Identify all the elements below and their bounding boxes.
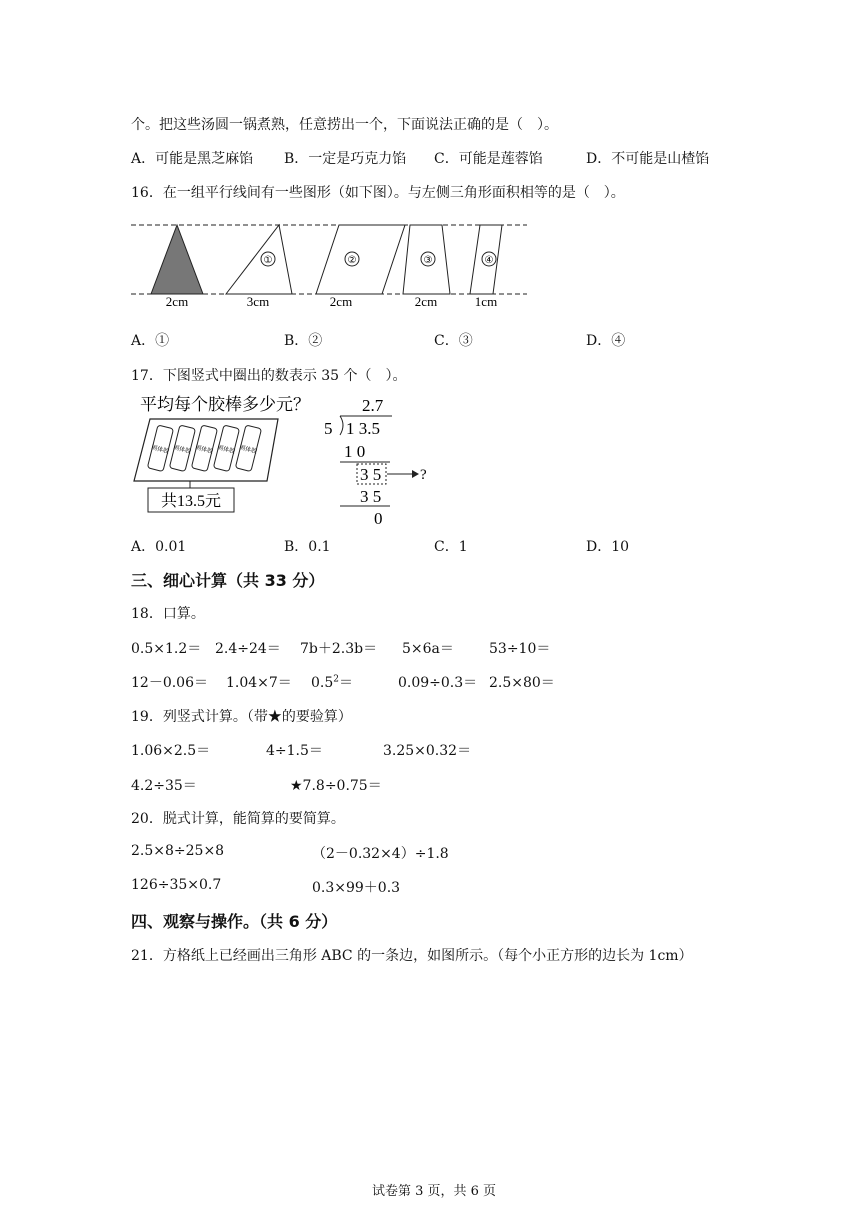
step2: 3 5 — [360, 487, 382, 506]
q15-option-c[interactable]: C．可能是莲蓉馅 — [434, 151, 543, 167]
q16-option-c[interactable]: C．③ — [434, 333, 473, 349]
svg-text:固体胶: 固体胶 — [194, 445, 214, 456]
step1: 1 0 — [344, 442, 366, 461]
price-tag-text: 共13.5元 — [160, 493, 222, 510]
q20-item: 126÷35×0.7 — [131, 877, 222, 893]
q19-item: 4÷1.5＝ — [266, 743, 323, 759]
q18-item: 2.5×80＝ — [489, 675, 555, 691]
q18-item: 0.5×1.2＝ — [131, 641, 202, 657]
long-division — [324, 396, 427, 528]
q20-item: 2.5×8÷25×8 — [131, 843, 225, 859]
q16-option-d[interactable]: D．④ — [586, 333, 626, 349]
q15-option-a[interactable]: A．可能是黑芝麻馅 — [131, 151, 254, 167]
q17-figure — [0, 385, 868, 530]
q20-item: （2－0.32×4）÷1.8 — [312, 846, 449, 862]
q18-stem: 18．口算。 — [131, 606, 205, 622]
q18-item: 53÷10＝ — [489, 641, 551, 657]
shape-label-1: ① — [263, 255, 273, 266]
q19-item: 3.25×0.32＝ — [383, 743, 472, 759]
q20-item: 0.3×99＋0.3 — [312, 880, 401, 896]
q18-item: 1.04×7＝ — [226, 675, 292, 691]
remainder: 0 — [374, 509, 383, 528]
q21-stem: 21．方格纸上已经画出三角形 ABC 的一条边，如图所示。（每个小正方形的边长为 1cm） — [131, 948, 693, 964]
shape-label-2: ② — [347, 255, 357, 266]
q19-stem: 19．列竖式计算。（带★的要验算） — [131, 709, 352, 725]
q18-base: 0.5 — [311, 675, 334, 691]
divisor: 5 — [324, 419, 333, 438]
q16-option-b[interactable]: B．② — [284, 333, 323, 349]
q17-option-b[interactable]: B．0.1 — [284, 539, 331, 555]
q18-item: 2.4÷24＝ — [215, 641, 281, 657]
circled-number: 3 5 — [360, 465, 382, 484]
quotient: 2.7 — [362, 396, 384, 415]
q19-item: 1.06×2.5＝ — [131, 743, 211, 759]
q18-item-square — [311, 672, 353, 692]
q18-item: 12－0.06＝ — [131, 675, 208, 691]
q15-option-d[interactable]: D．不可能是山楂馅 — [586, 151, 710, 167]
dividend: 1 3.5 — [346, 419, 380, 438]
svg-text:固体胶: 固体胶 — [150, 445, 170, 456]
svg-text:固体胶: 固体胶 — [238, 445, 258, 456]
page-footer: 试卷第 3 页，共 6 页 — [371, 1184, 497, 1199]
picture-question: 平均每个胶棒多少元？ — [140, 395, 310, 414]
section-4-title: 四、观察与操作。（共 6 分） — [131, 912, 338, 931]
q16-option-a[interactable]: A．① — [131, 333, 170, 349]
glue-sticks — [146, 425, 263, 472]
parallelogram-2 — [316, 225, 405, 294]
q18-item: 0.09÷0.3＝ — [398, 675, 478, 691]
shape-label-4: ④ — [484, 255, 494, 266]
q18-exponent: 2 — [333, 674, 339, 685]
q18-item: 5×6a＝ — [402, 641, 454, 657]
svg-text:固体胶: 固体胶 — [216, 445, 236, 456]
section-3-title: 三、细心计算（共 33 分） — [131, 571, 325, 590]
q19-item: ★7.8÷0.75＝ — [290, 778, 382, 794]
q18-equals: ＝ — [339, 675, 353, 691]
shaded-triangle — [151, 225, 203, 294]
q17-option-c[interactable]: C．1 — [434, 539, 468, 555]
base-label-1: 3cm — [246, 294, 270, 309]
arrow-label: ? — [420, 467, 427, 483]
svg-text:固体胶: 固体胶 — [172, 445, 192, 456]
q19-item: 4.2÷35＝ — [131, 778, 197, 794]
base-label-triangle: 2cm — [165, 294, 189, 309]
q16-figure — [0, 215, 868, 310]
q18-item: 7b＋2.3b＝ — [300, 641, 378, 657]
base-label-4: 1cm — [474, 294, 498, 309]
base-label-3: 2cm — [414, 294, 438, 309]
q17-option-d[interactable]: D．10 — [586, 539, 630, 555]
q20-stem: 20．脱式计算，能简算的要简算。 — [131, 811, 345, 827]
shape-label-3: ③ — [423, 255, 433, 266]
q15-stem-tail: 个。把这些汤圆一锅煮熟，任意捞出一个，下面说法正确的是（ ）。 — [131, 117, 558, 133]
q17-stem: 17．下图竖式中圈出的数表示 35 个（ ）。 — [131, 368, 407, 384]
q15-option-b[interactable]: B．一定是巧克力馅 — [284, 151, 407, 167]
arrow-head — [412, 470, 419, 478]
q17-option-a[interactable]: A．0.01 — [131, 539, 187, 555]
q16-stem: 16．在一组平行线间有一些图形（如下图）。与左侧三角形面积相等的是（ ）。 — [131, 185, 625, 201]
triangle-1 — [226, 225, 292, 294]
base-label-2: 2cm — [329, 294, 353, 309]
